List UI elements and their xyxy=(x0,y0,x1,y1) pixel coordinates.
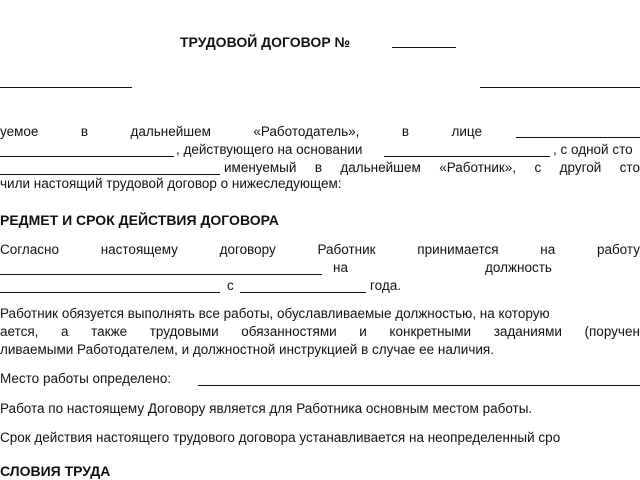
representative-blank xyxy=(516,137,640,138)
intro-word: «Работодатель», xyxy=(253,124,360,139)
one-side-text: , с одной сто xyxy=(553,142,633,157)
duties-word: обязанностями xyxy=(241,324,337,339)
intro-word: в xyxy=(314,160,322,175)
intro-word: именуемый xyxy=(224,160,297,175)
intro-conclusion: чили настоящий трудовой договор о нижеследующем: xyxy=(0,176,342,191)
hiring-line-1 xyxy=(0,242,640,258)
position-blank xyxy=(0,292,220,293)
employee-name-blank xyxy=(0,174,220,175)
basis-document-blank xyxy=(384,156,550,157)
hiring-word: настоящему xyxy=(100,242,178,257)
intro-word: лице xyxy=(451,124,482,139)
from-text: с xyxy=(227,278,234,293)
intro-word: уемое xyxy=(0,124,39,139)
contract-term-clause: Срок действия настоящего трудового договора устанавливается на неопределенный сро xyxy=(0,430,561,445)
intro-word: в xyxy=(80,124,89,139)
hiring-word: договору xyxy=(219,242,276,257)
contract-number-blank xyxy=(392,47,456,48)
intro-word: в xyxy=(401,124,410,139)
representative-name-blank xyxy=(0,156,174,157)
duties-word: а xyxy=(61,324,69,339)
intro-word: с xyxy=(534,160,542,175)
document-title: ТРУДОВОЙ ДОГОВОР № xyxy=(180,34,351,50)
section-1-heading: РЕДМЕТ И СРОК ДЕЙСТВИЯ ДОГОВОРА xyxy=(0,212,279,228)
hiring-word: на xyxy=(540,242,556,257)
duties-line-3: ливаемыми Работодателем, и должностной инструкцией в случае ее наличия. xyxy=(0,342,494,357)
intro-word: дальнейшем xyxy=(130,124,211,139)
start-date-blank xyxy=(240,292,366,293)
main-workplace-clause: Работа по настоящему Договору является для Работника основным местом работы. xyxy=(0,401,533,416)
duties-word: (поручен xyxy=(584,324,640,339)
section-2-heading: СЛОВИЯ ТРУДА xyxy=(0,463,111,479)
duties-word: и xyxy=(359,324,367,339)
year-text: года. xyxy=(370,278,401,293)
workplace-label: Место работы определено: xyxy=(0,371,172,386)
duties-word: конкретными xyxy=(389,324,472,339)
duties-word: также xyxy=(91,324,128,339)
city-blank xyxy=(0,87,132,88)
intro-word: дальнейшем xyxy=(340,160,421,175)
duties-line-2 xyxy=(0,324,640,340)
date-blank xyxy=(480,87,640,88)
na-text: на xyxy=(333,260,348,275)
duties-word: заданиями xyxy=(493,324,562,339)
position-text: должность xyxy=(485,260,552,275)
duties-word: ается, xyxy=(0,324,39,339)
hiring-word: принимается xyxy=(417,242,499,257)
intro-line-3 xyxy=(224,160,640,176)
duties-word: трудовыми xyxy=(149,324,219,339)
intro-word: другой xyxy=(559,160,602,175)
intro-line-1 xyxy=(0,124,482,140)
acting-basis-text: , действующего на основании xyxy=(176,142,363,157)
intro-word: сто xyxy=(619,160,640,175)
department-blank xyxy=(0,274,322,275)
hiring-word: работу xyxy=(596,242,640,257)
workplace-blank xyxy=(198,385,640,386)
hiring-word: Работник xyxy=(317,242,376,257)
duties-line-1: Работник обязуется выполнять все работы, обуславливаемые должностью, на которую xyxy=(0,306,550,321)
hiring-word: Согласно xyxy=(0,242,59,257)
intro-word: «Работник», xyxy=(439,160,517,175)
